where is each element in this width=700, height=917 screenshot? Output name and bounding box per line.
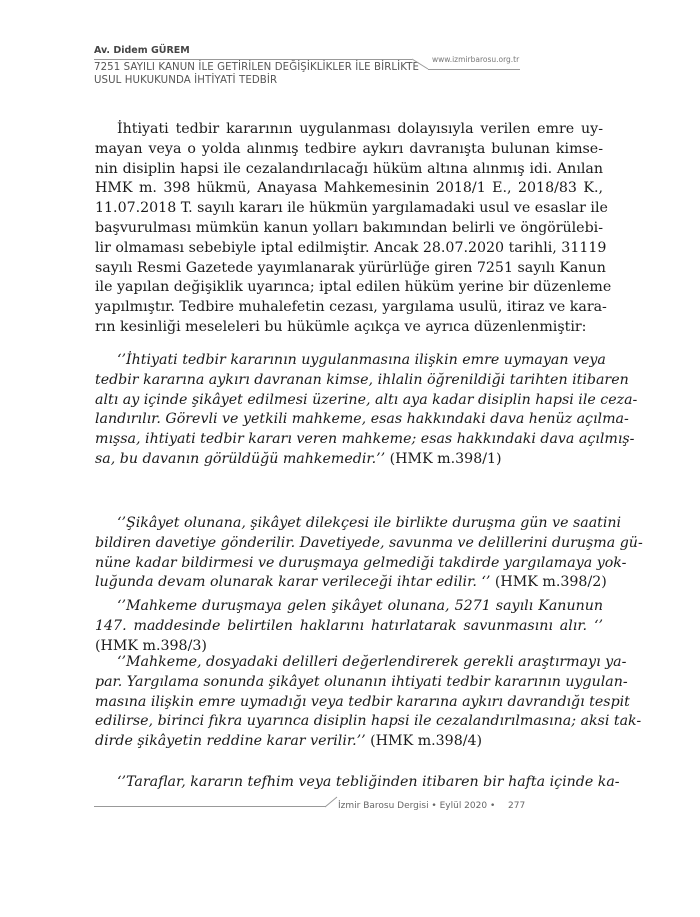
text-line: rın kesinliği meseleleri bu hükümle açıkça ve ayrıca düzenlenmiştir: <box>95 318 587 335</box>
website-url: www.izmirbarosu.org.tr <box>432 55 520 64</box>
journal-name: İzmir Barosu Dergisi • Eylül 2020 • <box>338 801 496 811</box>
text-line: ‘’Mahkeme duruşmaya gelen şikâyet olunana, 5271 sayılı Kanunun <box>117 598 603 614</box>
quote-text: sa, bu davanın görüldüğü mahkemedir.’’ <box>95 450 386 467</box>
text-line: par. Yargılama sonunda şikâyet olunanın ihtiyati tedbir kararının uygulan- <box>95 673 628 690</box>
page-number: 277 <box>508 801 526 811</box>
text-line: ‘’Mahkeme, dosyadaki delilleri değerlendirerek gerekli araştırmayı ya- <box>117 654 627 670</box>
text-line: mayan veya o yolda alınmış tedbire aykırı davranışta bulunan kimse- <box>95 140 603 157</box>
text-line: masına ilişkin emre uymadığı veya tedbir kararına aykırı davrandığı tespit <box>95 693 630 710</box>
footer-rule-left <box>94 806 326 807</box>
citation: (HMK m.398/4) <box>365 733 483 750</box>
quote-text: dirde şikâyetin reddine karar verilir.’’ <box>95 733 366 750</box>
citation: (HMK m.398/3) <box>95 637 207 654</box>
article-title-line: 7251 SAYILI KANUN İLE GETİRİLEN DEĞİŞİKLİKLER İLE BİRLİKTE <box>94 62 420 73</box>
text-line: tedbir kararına aykırı davranan kimse, ihlalin öğrenildiği tarihten itibaren <box>95 371 629 388</box>
quote-text: luğunda devam olunarak karar verileceği ihtar edilir. ‘’ <box>95 574 491 591</box>
intro-paragraph <box>95 120 612 338</box>
text-line: lir olmaması sebebiyle iptal edilmiştir. Ancak 28.07.2020 tarihli, 31119 <box>95 239 607 256</box>
text-line: ‘’İhtiyati tedbir kararının uygulanmasına ilişkin emre uymayan veya <box>117 352 606 368</box>
article-title-line: USUL HUKUKUNDA İHTİYATİ TEDBİR <box>94 75 278 86</box>
quote-hmk-398-2 <box>95 514 643 593</box>
header-rule <box>94 59 412 60</box>
text-line: ile yapılan değişiklik uyarınca; iptal edilen hüküm yerine bir düzenleme <box>95 279 612 296</box>
text-line: 11.07.2018 T. sayılı kararı ile hükmün yargılamadaki usul ve esaslar ile <box>95 200 608 217</box>
text-line: İhtiyati tedbir kararının uygulanması dolayısıyla verilen emre uy- <box>117 121 603 137</box>
quote-hmk-398-4 <box>95 653 642 752</box>
text-line: sayılı Resmi Gazetede yayımlanarak yürürlüğe giren 7251 sayılı Kanun <box>95 259 606 276</box>
text-line: edilirse, birinci fıkra uyarınca disiplin hapsi ile cezalandırılmasına; aksi tak- <box>95 713 642 730</box>
footer-rule-bend <box>324 796 338 808</box>
text-line: yapılmıştır. Tedbire muhalefetin cezası, yargılama usulü, itiraz ve kara- <box>95 299 607 316</box>
author-name: Av. Didem GÜREM <box>94 45 190 56</box>
article-title <box>94 61 419 87</box>
quote-hmk-398-5-start <box>95 773 620 793</box>
header-rule-right <box>428 69 520 70</box>
text-line: ‘’Taraflar, kararın tefhim veya tebliğinden itibaren bir hafta içinde ka- <box>117 774 620 790</box>
text-line: landırılır. Görevli ve yetkili mahkeme, esas hakkındaki dava henüz açılma- <box>95 411 629 428</box>
text-line: başvurulması mümkün kanun yolları bakımından belirli ve öngörülebi- <box>95 219 603 236</box>
quote-hmk-398-1 <box>95 351 638 470</box>
text-line: 147. maddesinde belirtilen haklarını hatırlatarak savunmasını alır. ‘’ <box>95 617 603 634</box>
text-line: HMK m. 398 hükmü, Anayasa Mahkemesinin 2018/1 E., 2018/83 K., <box>95 180 603 197</box>
text-line: nin disiplin hapsi ile cezalandırılacağı hüküm altına alınmış idi. Anılan <box>95 160 603 177</box>
text-line <box>95 450 603 470</box>
citation: (HMK m.398/1) <box>385 450 502 467</box>
text-line: altı ay içinde şikâyet edilmesi üzerine, altı aya kadar disiplin hapsi ile ceza- <box>95 391 638 408</box>
citation: (HMK m.398/2) <box>490 574 607 591</box>
text-line: ‘’Şikâyet olunana, şikâyet dilekçesi ile birlikte duruşma gün ve saatini <box>117 515 622 531</box>
text-line <box>95 573 607 593</box>
quote-hmk-398-3 <box>95 597 603 656</box>
text-line: bildiren davetiye gönderilir. Davetiyede, savunma ve delillerini duruşma gü- <box>95 534 643 551</box>
text-line <box>95 732 603 752</box>
text-line: mışsa, ihtiyati tedbir kararı veren mahkeme; esas hakkındaki dava açılmış- <box>95 431 635 448</box>
text-line: nüne kadar bildirmesi ve duruşmaya gelmediği takdirde yargılamaya yok- <box>95 554 627 571</box>
header-rule-bend <box>410 58 430 70</box>
